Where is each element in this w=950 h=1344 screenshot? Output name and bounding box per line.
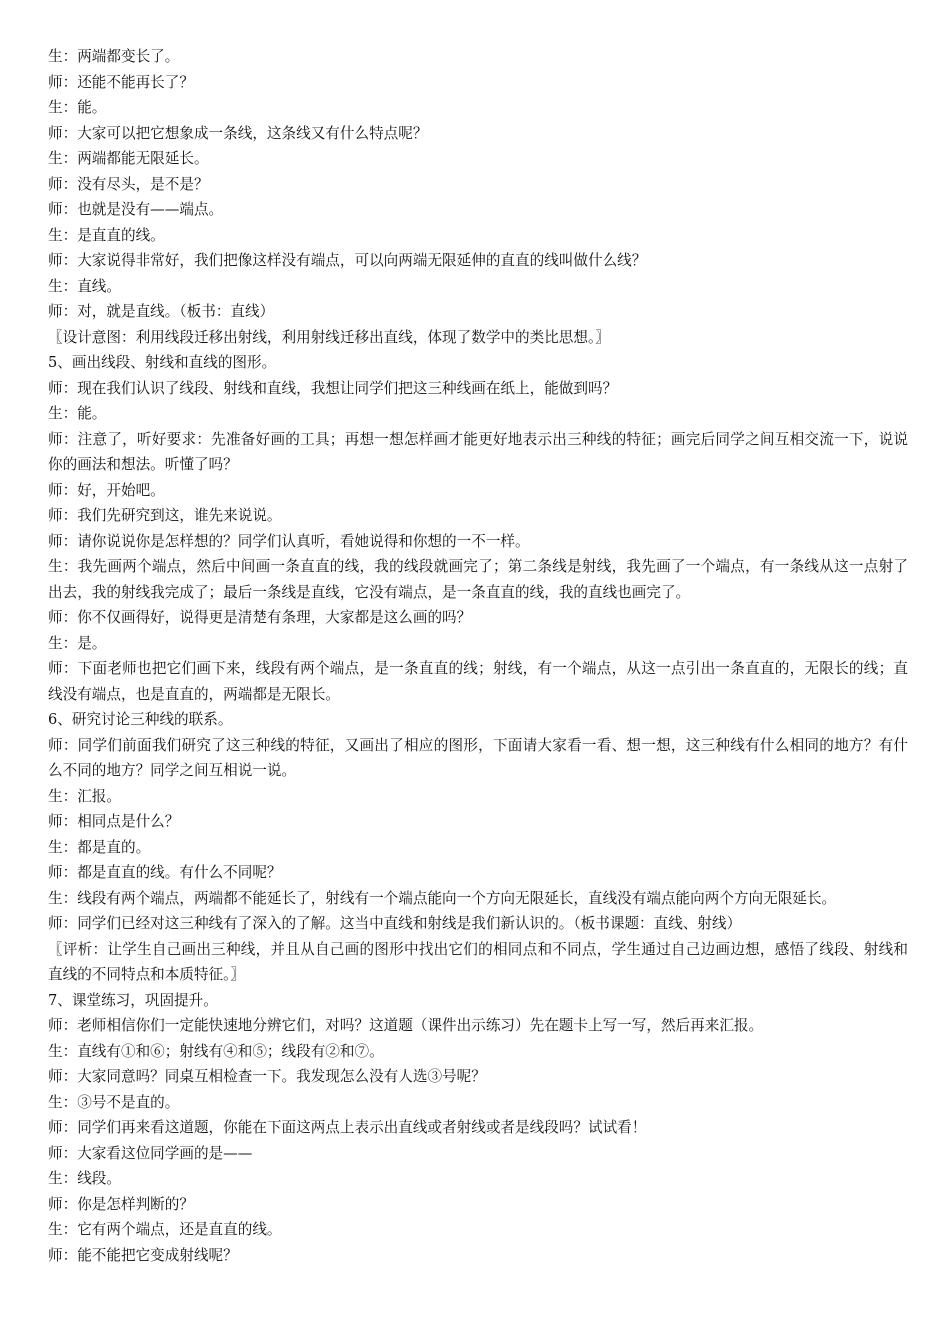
dialogue-line: 师：我们先研究到这，谁先来说说。 xyxy=(48,507,282,524)
review-note: 〖评析：让学生自己画出三种线，并且从自己画的图形中找出它们的相同点和不同点，学生通过自己边画边想，感悟了线段、射线和直线的不同特点和本质特征。〗 xyxy=(48,940,908,983)
section-heading: 5、画出线段、射线和直线的图形。 xyxy=(48,354,277,371)
document-page xyxy=(48,44,908,1268)
dialogue-line: 生：两端都能无限延长。 xyxy=(48,150,209,167)
dialogue-line: 师：大家可以把它想象成一条线，这条线又有什么特点呢？ xyxy=(48,124,428,142)
dialogue-line: 师：大家看这位同学画的是—— xyxy=(48,1144,253,1162)
dialogue-line: 师：注意了，听好要求：先准备好画的工具；再想一想怎样画才能更好地表示出三种线的特征；画完后同学之间互相交流一下，说说你的画法和想法。听懂了吗？ xyxy=(48,430,908,473)
dialogue-line: 生：线段有两个端点，两端都不能延长了，射线有一个端点能向一个方向无限延长，直线没有端点能向两个方向无限延长。 xyxy=(48,889,837,907)
section-heading: 7、课堂练习，巩固提升。 xyxy=(48,991,218,1009)
dialogue-line: 生：是。 xyxy=(48,634,107,652)
dialogue-line: 生：能。 xyxy=(48,405,107,422)
dialogue-line: 生：能。 xyxy=(48,99,107,116)
dialogue-line: 生：汇报。 xyxy=(48,787,121,805)
dialogue-line: 师：请你说说你是怎样想的？同学们认真听，看她说得和你想的一不一样。 xyxy=(48,532,530,550)
section-heading: 6、研究讨论三种线的联系。 xyxy=(48,711,233,728)
dialogue-line: 生：都是直的。 xyxy=(48,838,151,856)
dialogue-line: 师：同学们前面我们研究了这三种线的特征，又画出了相应的图形，下面请大家看一看、想一想，这三种线有什么相同的地方？有什么不同的地方？同学之间互相说一说。 xyxy=(48,736,908,779)
dialogue-line: 师：都是直直的线。有什么不同呢？ xyxy=(48,864,282,881)
dialogue-line: 师：相同点是什么？ xyxy=(48,813,180,830)
dialogue-line: 师：好，开始吧。 xyxy=(48,481,165,499)
dialogue-line: 师：也就是没有——端点。 xyxy=(48,201,224,218)
dialogue-line: 师：大家同意吗？同桌互相检查一下。我发现怎么没有人选③号呢？ xyxy=(48,1068,486,1085)
dialogue-line: 师：大家说得非常好，我们把像这样没有端点，可以向两端无限延伸的直直的线叫做什么线？ xyxy=(48,252,647,269)
dialogue-line: 师：你是怎样判断的？ xyxy=(48,1195,194,1213)
dialogue-line: 师：同学们再来看这道题，你能在下面这两点上表示出直线或者射线或者是线段吗？试试看！ xyxy=(48,1119,647,1136)
dialogue-line: 生：直线。 xyxy=(48,277,121,295)
dialogue-line: 师：你不仅画得好，说得更是清楚有条理，大家都是这么画的吗？ xyxy=(48,609,472,626)
dialogue-line: 生：直线有①和⑥；射线有④和⑤；线段有②和⑦。 xyxy=(48,1042,384,1060)
dialogue-line: 师：还能不能再长了？ xyxy=(48,73,194,91)
dialogue-line: 生：是直直的线。 xyxy=(48,226,165,244)
dialogue-line: 师：同学们已经对这三种线有了深入的了解。这当中直线和射线是我们新认识的。（板书课题：直线、射线） xyxy=(48,915,742,932)
dialogue-line: 生：我先画两个端点，然后中间画一条直直的线，我的线段就画完了；第二条线是射线，我先画了一个端点，有一条线从这一点射了出去，我的射线我完成了；最后一条线是直线，它没有端点，是一条直直的线，我的直线也画完了。 xyxy=(48,558,908,601)
dialogue-line: 师：没有尽头，是不是？ xyxy=(48,175,209,193)
dialogue-line: 生：两端都变长了。 xyxy=(48,48,180,65)
dialogue-line: 师：现在我们认识了线段、射线和直线，我想让同学们把这三种线画在纸上，能做到吗？ xyxy=(48,379,618,397)
dialogue-line: 生：它有两个端点，还是直直的线。 xyxy=(48,1221,282,1238)
dialogue-line: 师：对，就是直线。（板书：直线） xyxy=(48,303,275,320)
dialogue-line: 师：能不能把它变成射线呢？ xyxy=(48,1246,238,1264)
dialogue-line: 生：线段。 xyxy=(48,1170,121,1187)
dialogue-line: 师：老师相信你们一定能快速地分辨它们，对吗？这道题（课件出示练习）先在题卡上写一写，然后再来汇报。 xyxy=(48,1017,764,1034)
dialogue-line: 生：③号不是直的。 xyxy=(48,1093,180,1111)
design-note: 〖设计意图：利用线段迁移出射线，利用射线迁移出直线，体现了数学中的类比思想。〗 xyxy=(48,328,610,346)
dialogue-line: 师：下面老师也把它们画下来，线段有两个端点，是一条直直的线；射线，有一个端点，从这一点引出一条直直的，无限长的线；直线没有端点，也是直直的，两端都是无限长。 xyxy=(48,660,908,703)
